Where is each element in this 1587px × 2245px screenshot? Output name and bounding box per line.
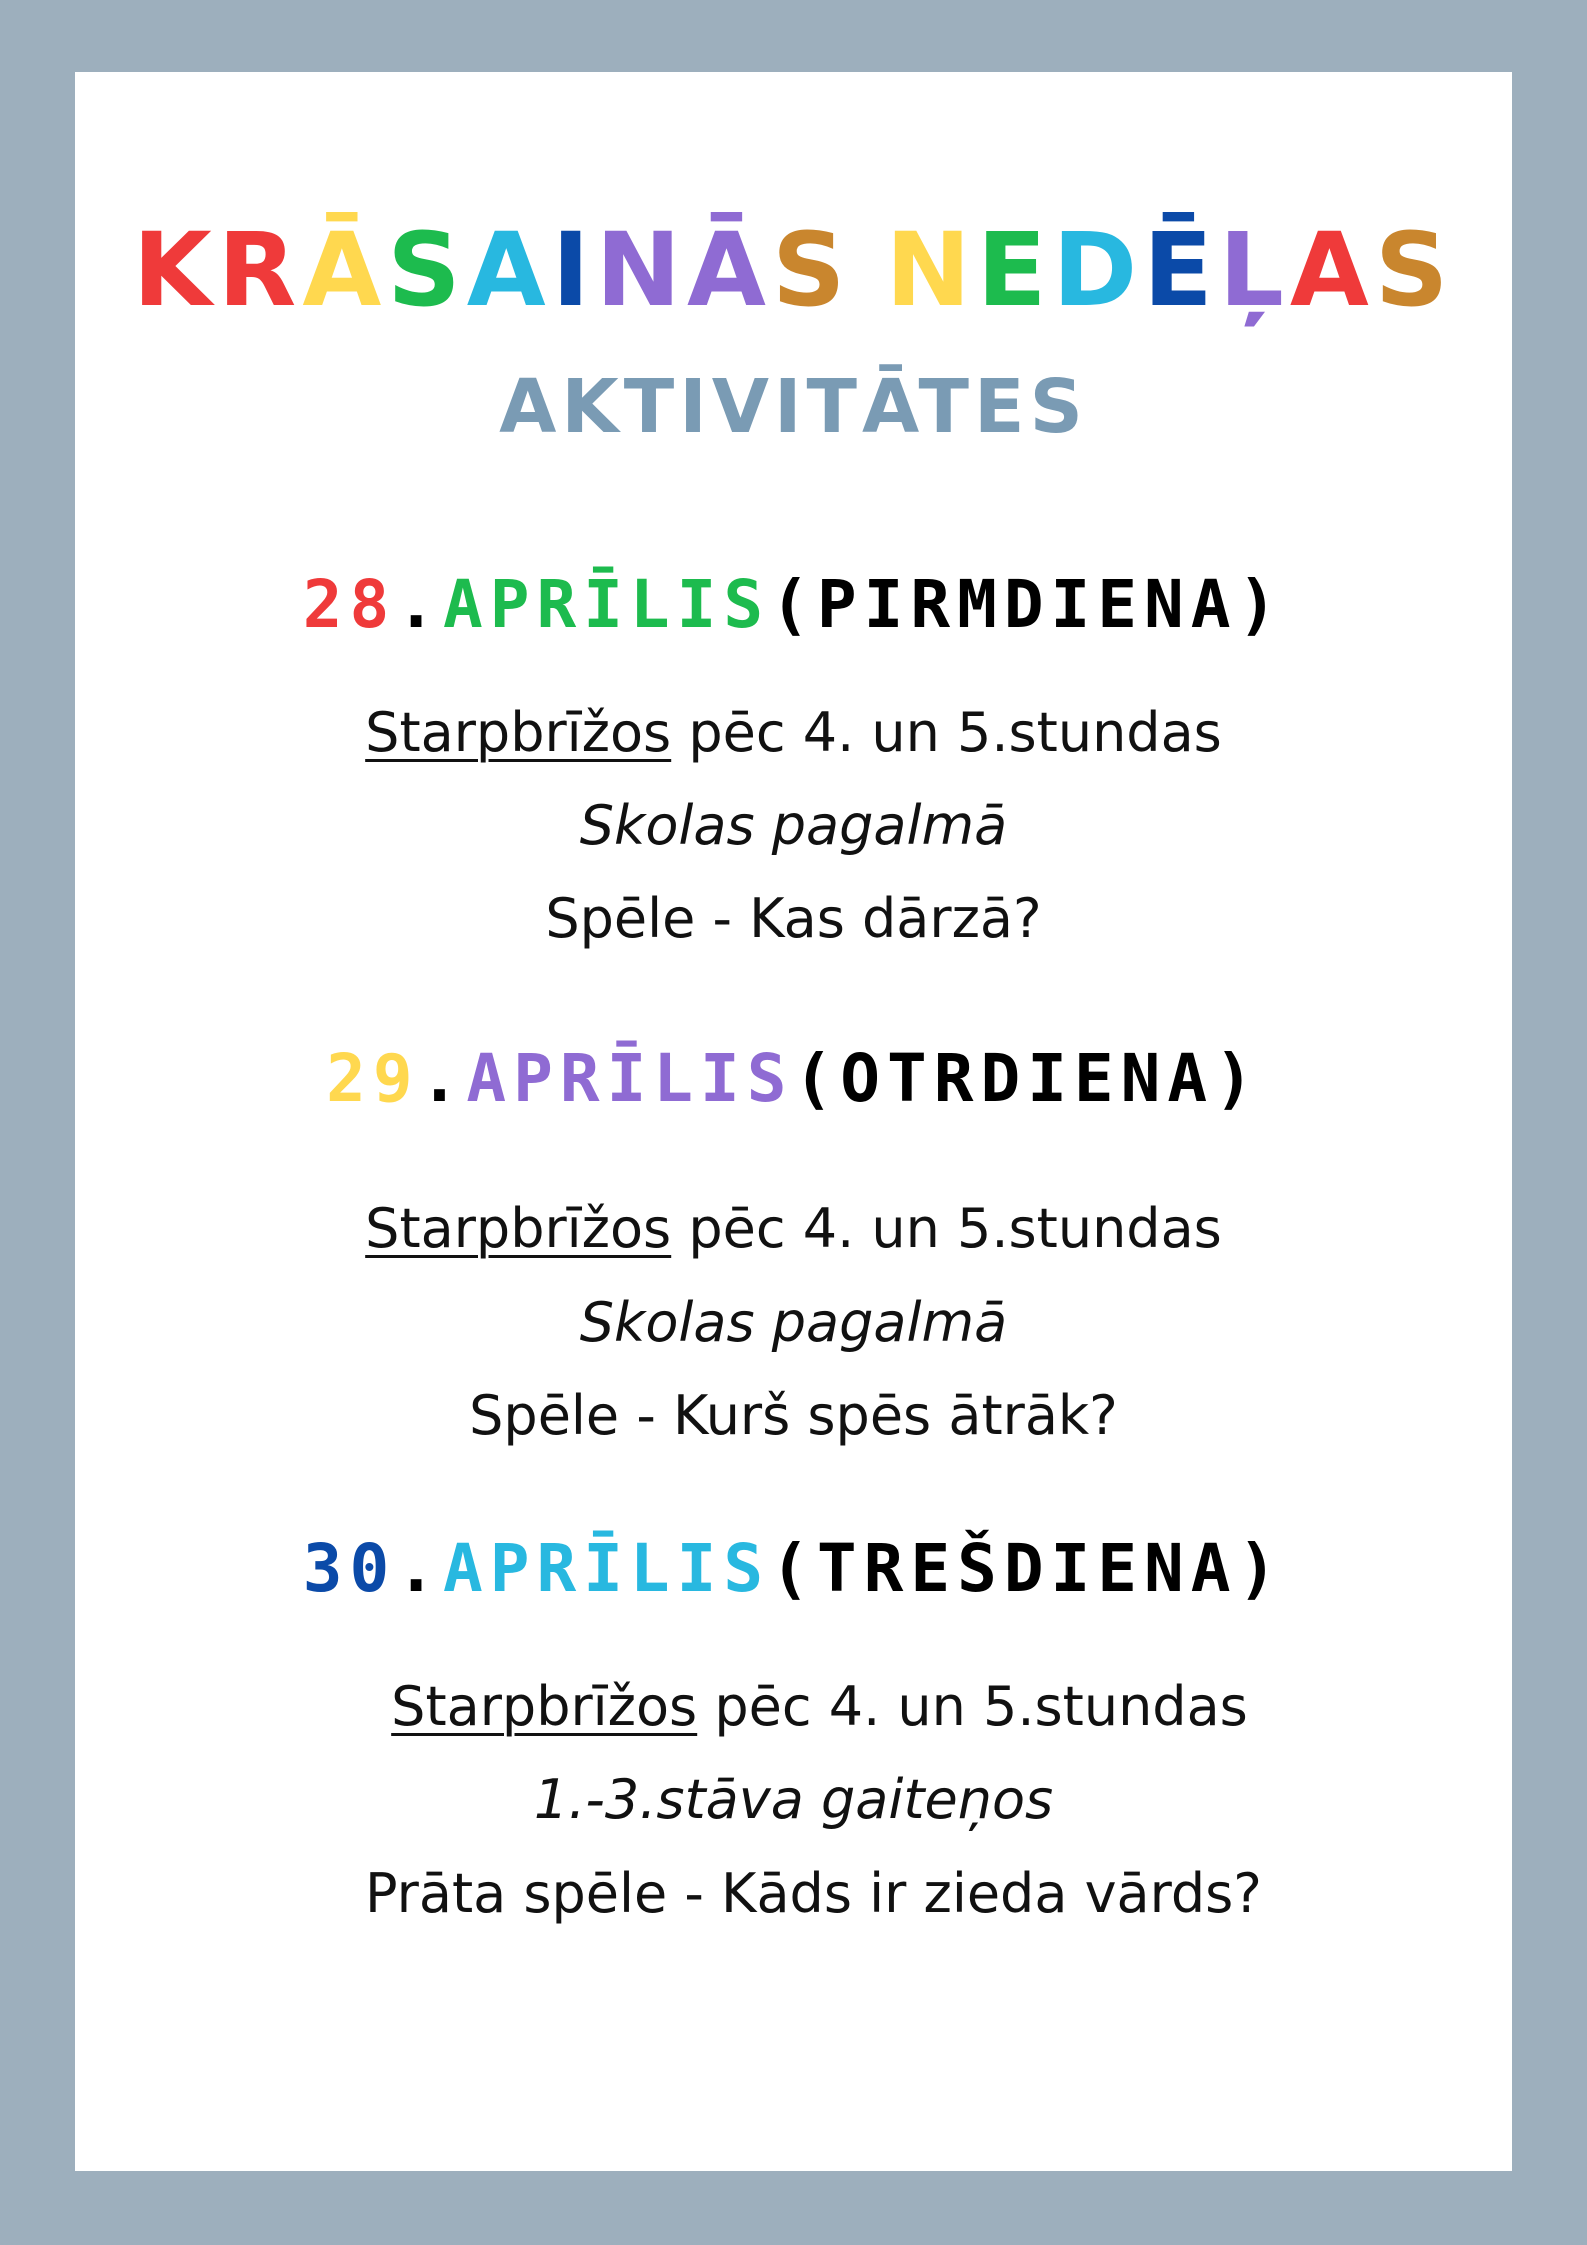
time-text: pēc 4. un 5.stundas bbox=[671, 1197, 1222, 1260]
title-letter: A bbox=[466, 211, 552, 330]
day-dot: . bbox=[419, 1040, 467, 1117]
break-label: Starpbrīžos bbox=[365, 1197, 672, 1260]
day-location: 1.-3.stāva gaiteņos bbox=[533, 1768, 1054, 1831]
title-letter: Ē bbox=[1143, 211, 1219, 330]
day-activity: Prāta spēle - Kāds ir zieda vārds? bbox=[365, 1862, 1262, 1925]
time-text: pēc 4. un 5.stundas bbox=[697, 1675, 1248, 1738]
poster-title bbox=[75, 211, 1512, 330]
title-letter: E bbox=[976, 211, 1053, 330]
title-letter: S bbox=[771, 211, 852, 330]
day-location: Skolas pagalmā bbox=[579, 794, 1008, 857]
break-label: Starpbrīžos bbox=[365, 701, 672, 764]
title-letter bbox=[851, 220, 885, 322]
day-time-line bbox=[75, 1197, 1512, 1260]
title-letter: N bbox=[595, 211, 688, 330]
title-letter: Ā bbox=[687, 211, 772, 330]
title-letter: S bbox=[387, 211, 467, 330]
time-text: pēc 4. un 5.stundas bbox=[671, 701, 1222, 764]
day-weekday: (PIRMDIENA) bbox=[770, 566, 1285, 643]
day-heading-30 bbox=[75, 1530, 1512, 1607]
poster-page bbox=[75, 72, 1512, 2171]
day-month: APRĪLIS bbox=[466, 1040, 794, 1117]
title-letter: K bbox=[132, 211, 218, 330]
day-time-line bbox=[75, 701, 1512, 764]
title-letter: D bbox=[1052, 211, 1144, 330]
day-activity: Spēle - Kas dārzā? bbox=[545, 887, 1042, 950]
day-activity: Spēle - Kurš spēs ātrāk? bbox=[469, 1384, 1118, 1447]
title-letter: I bbox=[551, 211, 596, 330]
day-dot: . bbox=[396, 566, 443, 643]
day-number: 29 bbox=[326, 1040, 420, 1117]
title-letter: Ā bbox=[302, 211, 388, 330]
day-number: 30 bbox=[302, 1530, 397, 1607]
day-month: APRĪLIS bbox=[442, 566, 771, 643]
day-location: Skolas pagalmā bbox=[579, 1291, 1008, 1354]
day-time-line bbox=[75, 1675, 1512, 1738]
day-weekday: (OTRDIENA) bbox=[793, 1040, 1261, 1117]
title-letter: S bbox=[1374, 211, 1455, 330]
title-letter: R bbox=[217, 211, 303, 330]
title-letter: A bbox=[1289, 211, 1375, 330]
day-heading-29 bbox=[75, 1040, 1512, 1117]
day-month: APRĪLIS bbox=[442, 1530, 771, 1607]
poster-subtitle: AKTIVITĀTES bbox=[499, 364, 1088, 450]
day-dot: . bbox=[396, 1530, 443, 1607]
title-letter: Ļ bbox=[1218, 211, 1290, 330]
break-label: Starpbrīžos bbox=[391, 1675, 698, 1738]
day-weekday: (TREŠDIENA) bbox=[770, 1530, 1285, 1607]
title-letter: N bbox=[885, 211, 977, 330]
day-number: 28 bbox=[302, 566, 397, 643]
day-heading-28 bbox=[75, 566, 1512, 643]
